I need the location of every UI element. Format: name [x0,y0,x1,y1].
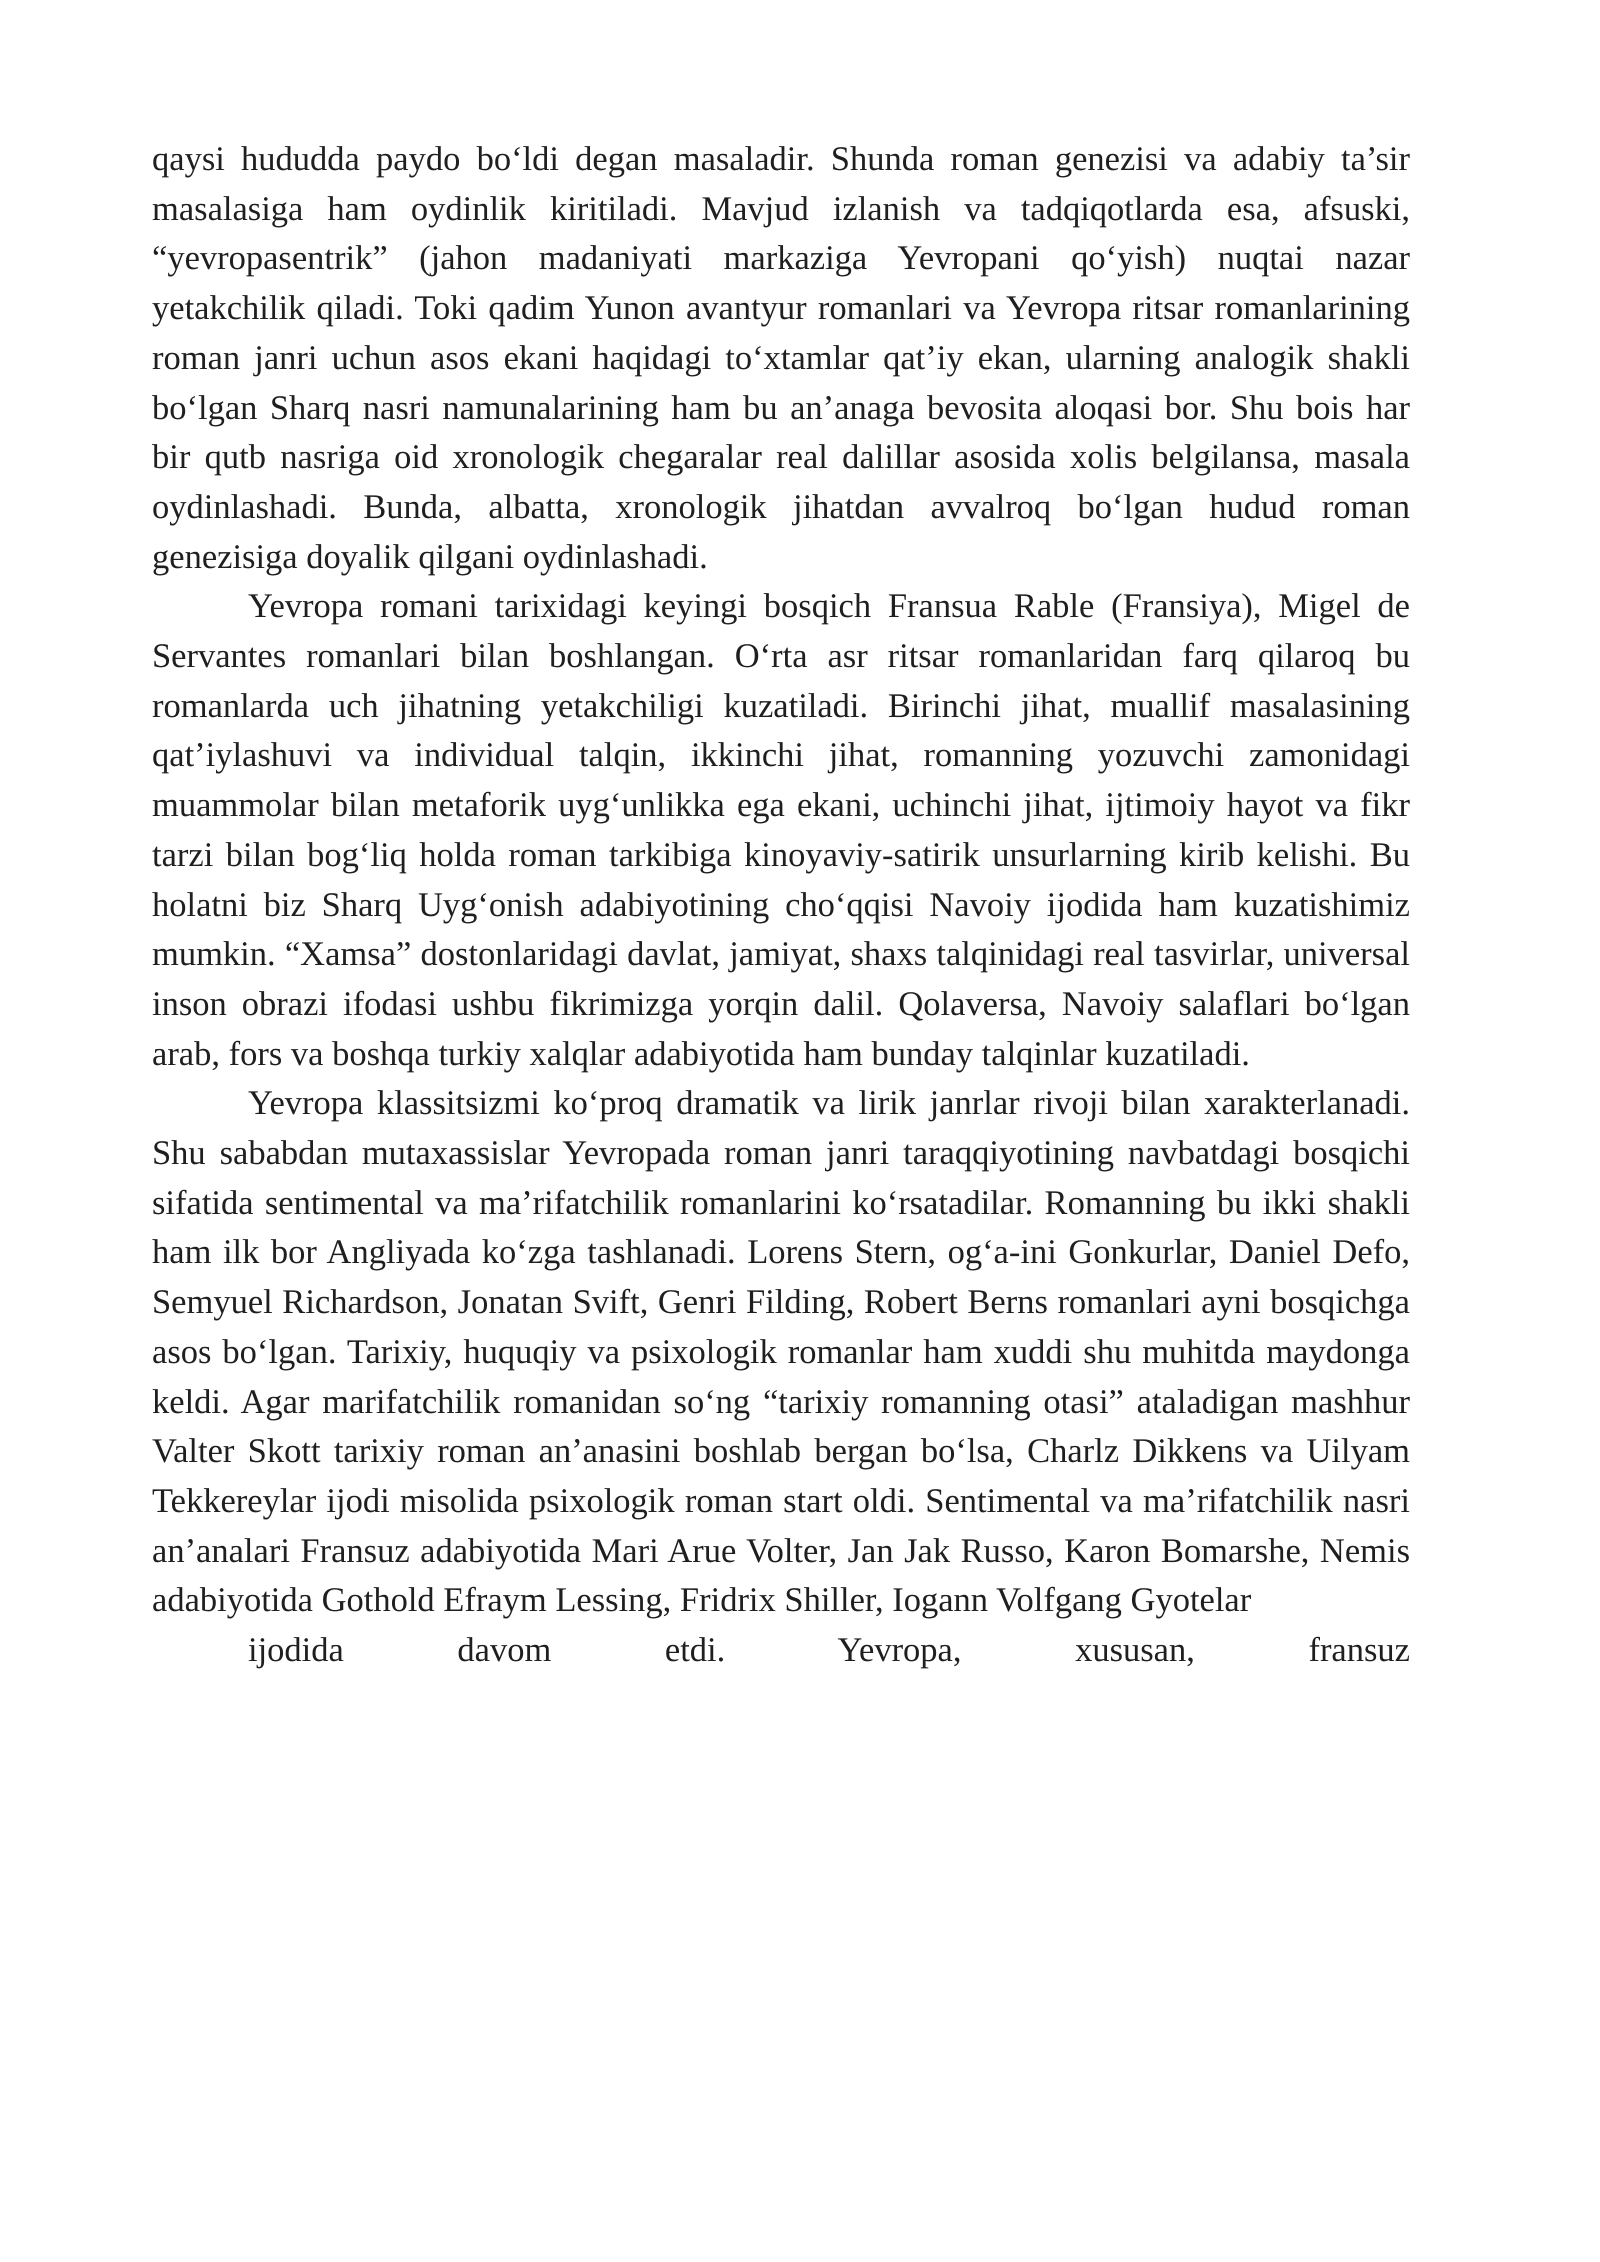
paragraph-1: qaysi hududda paydo bo‘ldi degan masaladir. Shunda roman genezisi va adabiy ta’sir masalasiga ham oydinlik kiritiladi. Mavjud izlanish va tadqiqotlarda esa, afsuski, “yevropasentrik” (jahon madaniyati markaziga Yevropani qo‘yish) nuqtai nazar yetakchilik qiladi. Toki qadim Yunon avantyur romanlari va Yevropa ritsar romanlarining roman janri uchun asos ekani haqidagi to‘xtamlar qat’iy ekan, ularning analogik shakli bo‘lgan Sharq nasri namunalarining ham bu an’anaga bevosita aloqasi bor. Shu bois har bir qutb nasriga oid xronologik chegaralar real dalillar asosida xolis belgilansa, masala oydinlashadi. Bunda, albatta, xronologik jihatdan avvalroq bo‘lgan hudud roman genezisiga doyalik qilgani oydinlashadi. [152,140,1410,576]
paragraph-2: Yevropa romani tarixidagi keyingi bosqich Fransua Rable (Fransiya), Migel de Servantes romanlari bilan boshlangan. O‘rta asr ritsar romanlaridan farq qilaroq bu romanlarda uch jihatning yetakchiligi kuzatiladi. Birinchi jihat, muallif masalasining qat’iylashuvi va individual talqin, ikkinchi jihat, romanning yozuvchi zamonidagi muammolar bilan metaforik uyg‘unlikka ega ekani, uchinchi jihat, ijtimoiy hayot va fikr tarzi bilan bog‘liq holda roman tarkibiga kinoyaviy-satirik unsurlarning kirib kelishi. Bu holatni biz Sharq Uyg‘onish adabiyotining cho‘qqisi Navoiy ijodida ham kuzatishimiz mumkin. “Xamsa” dostonlaridagi davlat, jamiyat, shaxs talqinidagi real tasvirlar, universal inson obrazi ifodasi ushbu fikrimizga yorqin dalil. Qolaversa, Navoiy salaflari bo‘lgan arab, fors va boshqa turkiy xalqlar adabiyotida ham bunday talqinlar kuzatiladi. [152,587,1410,1073]
body-text [152,135,1410,1676]
paragraph-3-last-line: ijodida davom etdi. Yevropa, xususan, fransuz [248,1631,1410,1670]
paragraph-3-body: Yevropa klassitsizmi ko‘proq dramatik va lirik janrlar rivoji bilan xarakterlanadi. Shu sababdan mutaxassislar Yevropada roman janri taraqqiyotining navbatdagi bosqichi sifatida sentimental va ma’rifatchilik romanlarini ko‘rsatadilar. Romanning bu ikki shakli ham ilk bor Angliyada ko‘zga tashlanadi. Lorens Stern, og‘a-ini Gonkurlar, Daniel Defo, Semyuel Richardson, Jonatan Svift, Genri Filding, Robert Berns romanlari ayni bosqichga asos bo‘lgan. Tarixiy, huquqiy va psixologik romanlar ham xuddi shu muhitda maydonga keldi. Agar marifatchilik romanidan so‘ng “tarixiy romanning otasi” ataladigan mashhur Valter Skott tarixiy roman an’anasini boshlab bergan bo‘lsa, Charlz Dikkens va Uilyam Tekkereylar ijodi misolida psixologik roman start oldi. Sentimental va ma’rifatchilik nasri an’analari Fransuz adabiyotida Mari Arue Volter, Jan Jak Russo, Karon Bomarshe, Nemis adabiyotida Gothold Efraym Lessing, Fridrix Shiller, Iogann Volfgang Gyotelar [152,1084,1410,1620]
paragraph-3 [152,1079,1410,1675]
